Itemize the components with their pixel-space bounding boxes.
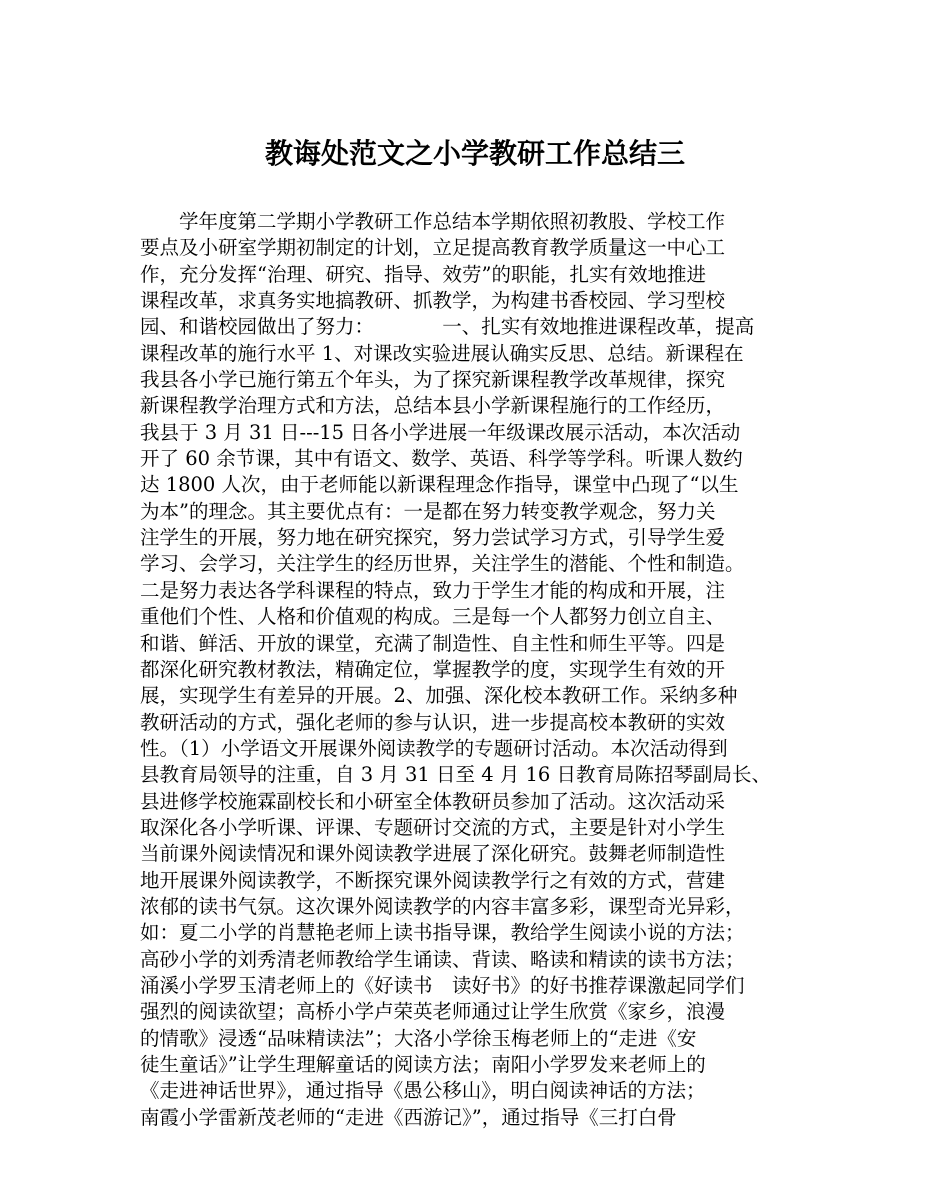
body-text-line: 县教育局领导的注重，自 3 月 31 日至 4 月 16 日教育局陈招琴副局长、 — [140, 763, 772, 787]
body-text-line: 我县于 3 月 31 日---15 日各小学进展一年级课改展示活动，本次活动 — [140, 420, 741, 444]
body-text-line: 取深化各小学听课、评课、专题研讨交流的方式，主要是针对小学生 — [140, 815, 726, 839]
body-text-line: 县进修学校施霖副校长和小研室全体教研员参加了活动。这次活动采 — [140, 789, 726, 813]
body-text-line: 南霞小学雷新茂老师的“走进《西游记》”，通过指导《三打白骨 — [140, 1105, 677, 1129]
body-text-line: 教研活动的方式，强化老师的参与认识，进一步提高校本教研的实效 — [140, 710, 726, 734]
body-text-line: 开了 60 余节课，其中有语文、数学、英语、科学等学科。听课人数约 — [140, 447, 743, 471]
body-text-line: 我县各小学已施行第五个年头，为了探究新课程教学改革规律，探究 — [140, 368, 726, 392]
body-text-line: 二是努力表达各学科课程的特点，致力于学生才能的构成和开展，注 — [140, 578, 726, 602]
body-text-line: 课程改革的施行水平 1、对课改实验进展认确实反思、总结。新课程在 — [140, 341, 744, 365]
body-text-line: 作，充分发挥“治理、研究、指导、效劳”的职能，扎实有效地推进 — [140, 262, 706, 286]
body-text-line: 当前课外阅读情况和课外阅读教学进展了深化研究。鼓舞老师制造性 — [140, 842, 726, 866]
body-text-line: 地开展课外阅读教学，不断探究课外阅读教学行之有效的方式，营建 — [140, 868, 726, 892]
body-text-line: 的情歌》浸透“品味精读法”；大洛小学徐玉梅老师上的“走进《安 — [140, 1026, 697, 1050]
document-body — [140, 209, 826, 1131]
body-text-line: 浓郁的读书气氛。这次课外阅读教学的内容丰富多彩，课型奇光异彩， — [140, 894, 745, 918]
body-text-line: 要点及小研室学期初制定的计划，立足提高教育教学质量这一中心工 — [140, 236, 726, 260]
body-text-line: 涌溪小学罗玉清老师上的《好读书 读好书》的好书推荐课激起同学们 — [140, 973, 745, 997]
body-text-line: 园、和谐校园做出了努力： 一、扎实有效地推进课程改革，提高 — [140, 315, 755, 339]
body-text-line: 如：夏二小学的肖慧艳老师上读书指导课，教给学生阅读小说的方法； — [140, 921, 745, 945]
body-text-line: 展，实现学生有差异的开展。2、加强、深化校本教研工作。采纳多种 — [140, 684, 738, 708]
body-text-line: 为本”的理念。其主要优点有：一是都在努力转变教学观念，努力关 — [140, 499, 716, 523]
body-text-line: 高砂小学的刘秀清老师教给学生诵读、背读、略读和精读的读书方法； — [140, 947, 745, 971]
body-text-line: 学习、会学习，关注学生的经历世界，关注学生的潜能、个性和制造。 — [140, 552, 745, 576]
body-text-line: 徒生童话》”让学生理解童话的阅读方法；南阳小学罗发来老师上的 — [140, 1053, 706, 1076]
body-text-line: 性。（1）小学语文开展课外阅读教学的专题研讨活动。本次活动得到 — [140, 736, 728, 760]
body-text-line: 重他们个性、人格和价值观的构成。三是每一个人都努力创立自主、 — [140, 605, 726, 629]
body-text-line: 《走进神话世界》，通过指导《愚公移山》，明白阅读神话的方法； — [140, 1079, 706, 1103]
body-text-line: 学年度第二学期小学教研工作总结本学期依照初教股、学校工作 — [140, 210, 726, 233]
body-text-line: 注学生的开展，努力地在研究探究，努力尝试学习方式，引导学生爱 — [140, 526, 726, 550]
body-text-line: 达 1800 人次，由于老师能以新课程理念作指导，课堂中凸现了“以生 — [140, 473, 739, 497]
document-title: 教诲处范文之小学教研工作总结三 — [264, 137, 685, 170]
body-text-line: 强烈的阅读欲望；高桥小学卢荣英老师通过让学生欣赏《家乡，浪漫 — [140, 1000, 726, 1024]
body-text-line: 都深化研究教材教法，精确定位，掌握教学的度，实现学生有效的开 — [140, 657, 726, 681]
body-text-line: 和谐、鲜活、开放的课堂，充满了制造性、自主性和师生平等。四是 — [140, 631, 726, 655]
body-text-line: 新课程教学治理方式和方法，总结本县小学新课程施行的工作经历， — [140, 394, 726, 418]
body-text-line: 课程改革，求真务实地搞教研、抓教学，为构建书香校园、学习型校 — [140, 289, 726, 313]
